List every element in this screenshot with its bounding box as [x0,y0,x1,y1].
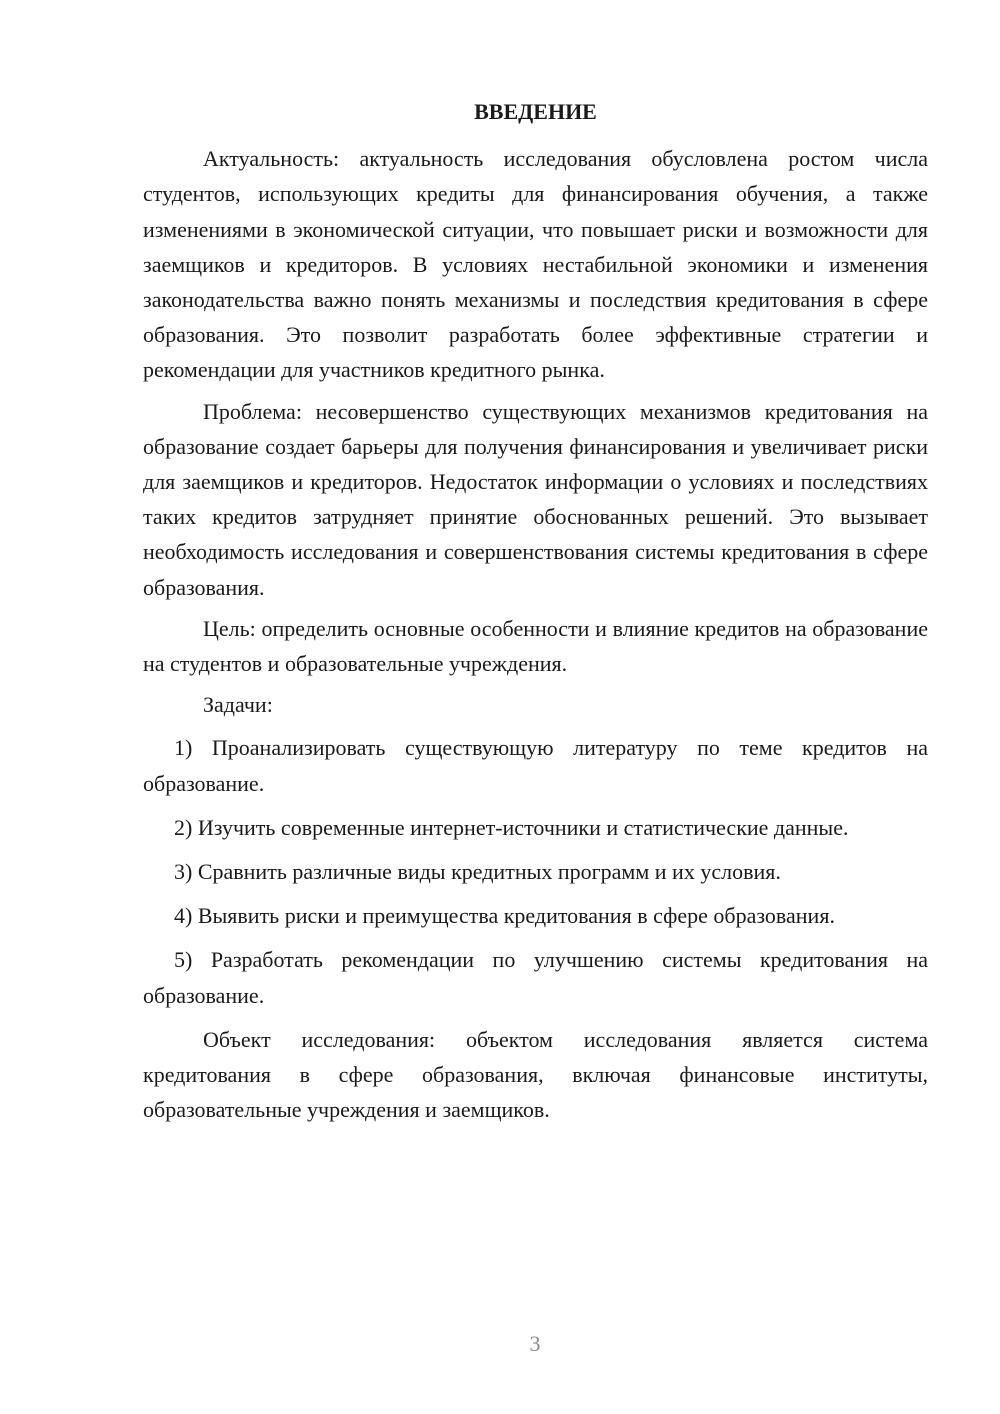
section-title: ВВЕДЕНИЕ [474,99,597,124]
relevance-paragraph: Актуальность: актуальность исследования обусловлена ростом числа студентов, использующих кредиты для финансирования обучения, а также изменениями в экономической ситуации, что повышает риски и возможности для заемщиков и кредиторов. В условиях нестабильной экономики и изменения законодательства важно понять механизмы и последствия кредитования в сфере образования. Это позволит разработать более эффективные стратегии и рекомендации для участников кредитного рынка. [143,146,928,383]
problem-paragraph: Проблема: несовершенство существующих механизмов кредитования на образование создает барьеры для получения финансирования и увеличивает риски для заемщиков и кредиторов. Недостаток информации о условиях и последствиях таких кредитов затрудняет принятие обоснованных решений. Это вызывает необходимость исследования и совершенствования системы кредитования в сфере образования. [143,398,928,600]
tasks-label: Задачи: [203,692,273,718]
document-page [143,94,928,1133]
object-paragraph: Объект исследования: объектом исследования является система кредитования в сфере образования, включая финансовые институты, образовательные учреждения и заемщиков. [143,1026,928,1123]
task-item-4: 4) Выявить риски и преимущества кредитования в сфере образования. [174,903,835,929]
task-item-5: 5) Разработать рекомендации по улучшению системы кредитования на образование. [143,947,928,1008]
task-item-2: 2) Изучить современные интернет-источники и статистические данные. [174,814,849,840]
page-number: 3 [529,1331,541,1356]
goal-paragraph: Цель: определить основные особенности и влияние кредитов на образование на студентов и образовательные учреждения. [143,615,928,677]
task-item-3: 3) Сравнить различные виды кредитных программ и их условия. [174,859,781,885]
task-item-1: 1) Проанализировать существующую литературу по теме кредитов на образование. [143,735,928,796]
